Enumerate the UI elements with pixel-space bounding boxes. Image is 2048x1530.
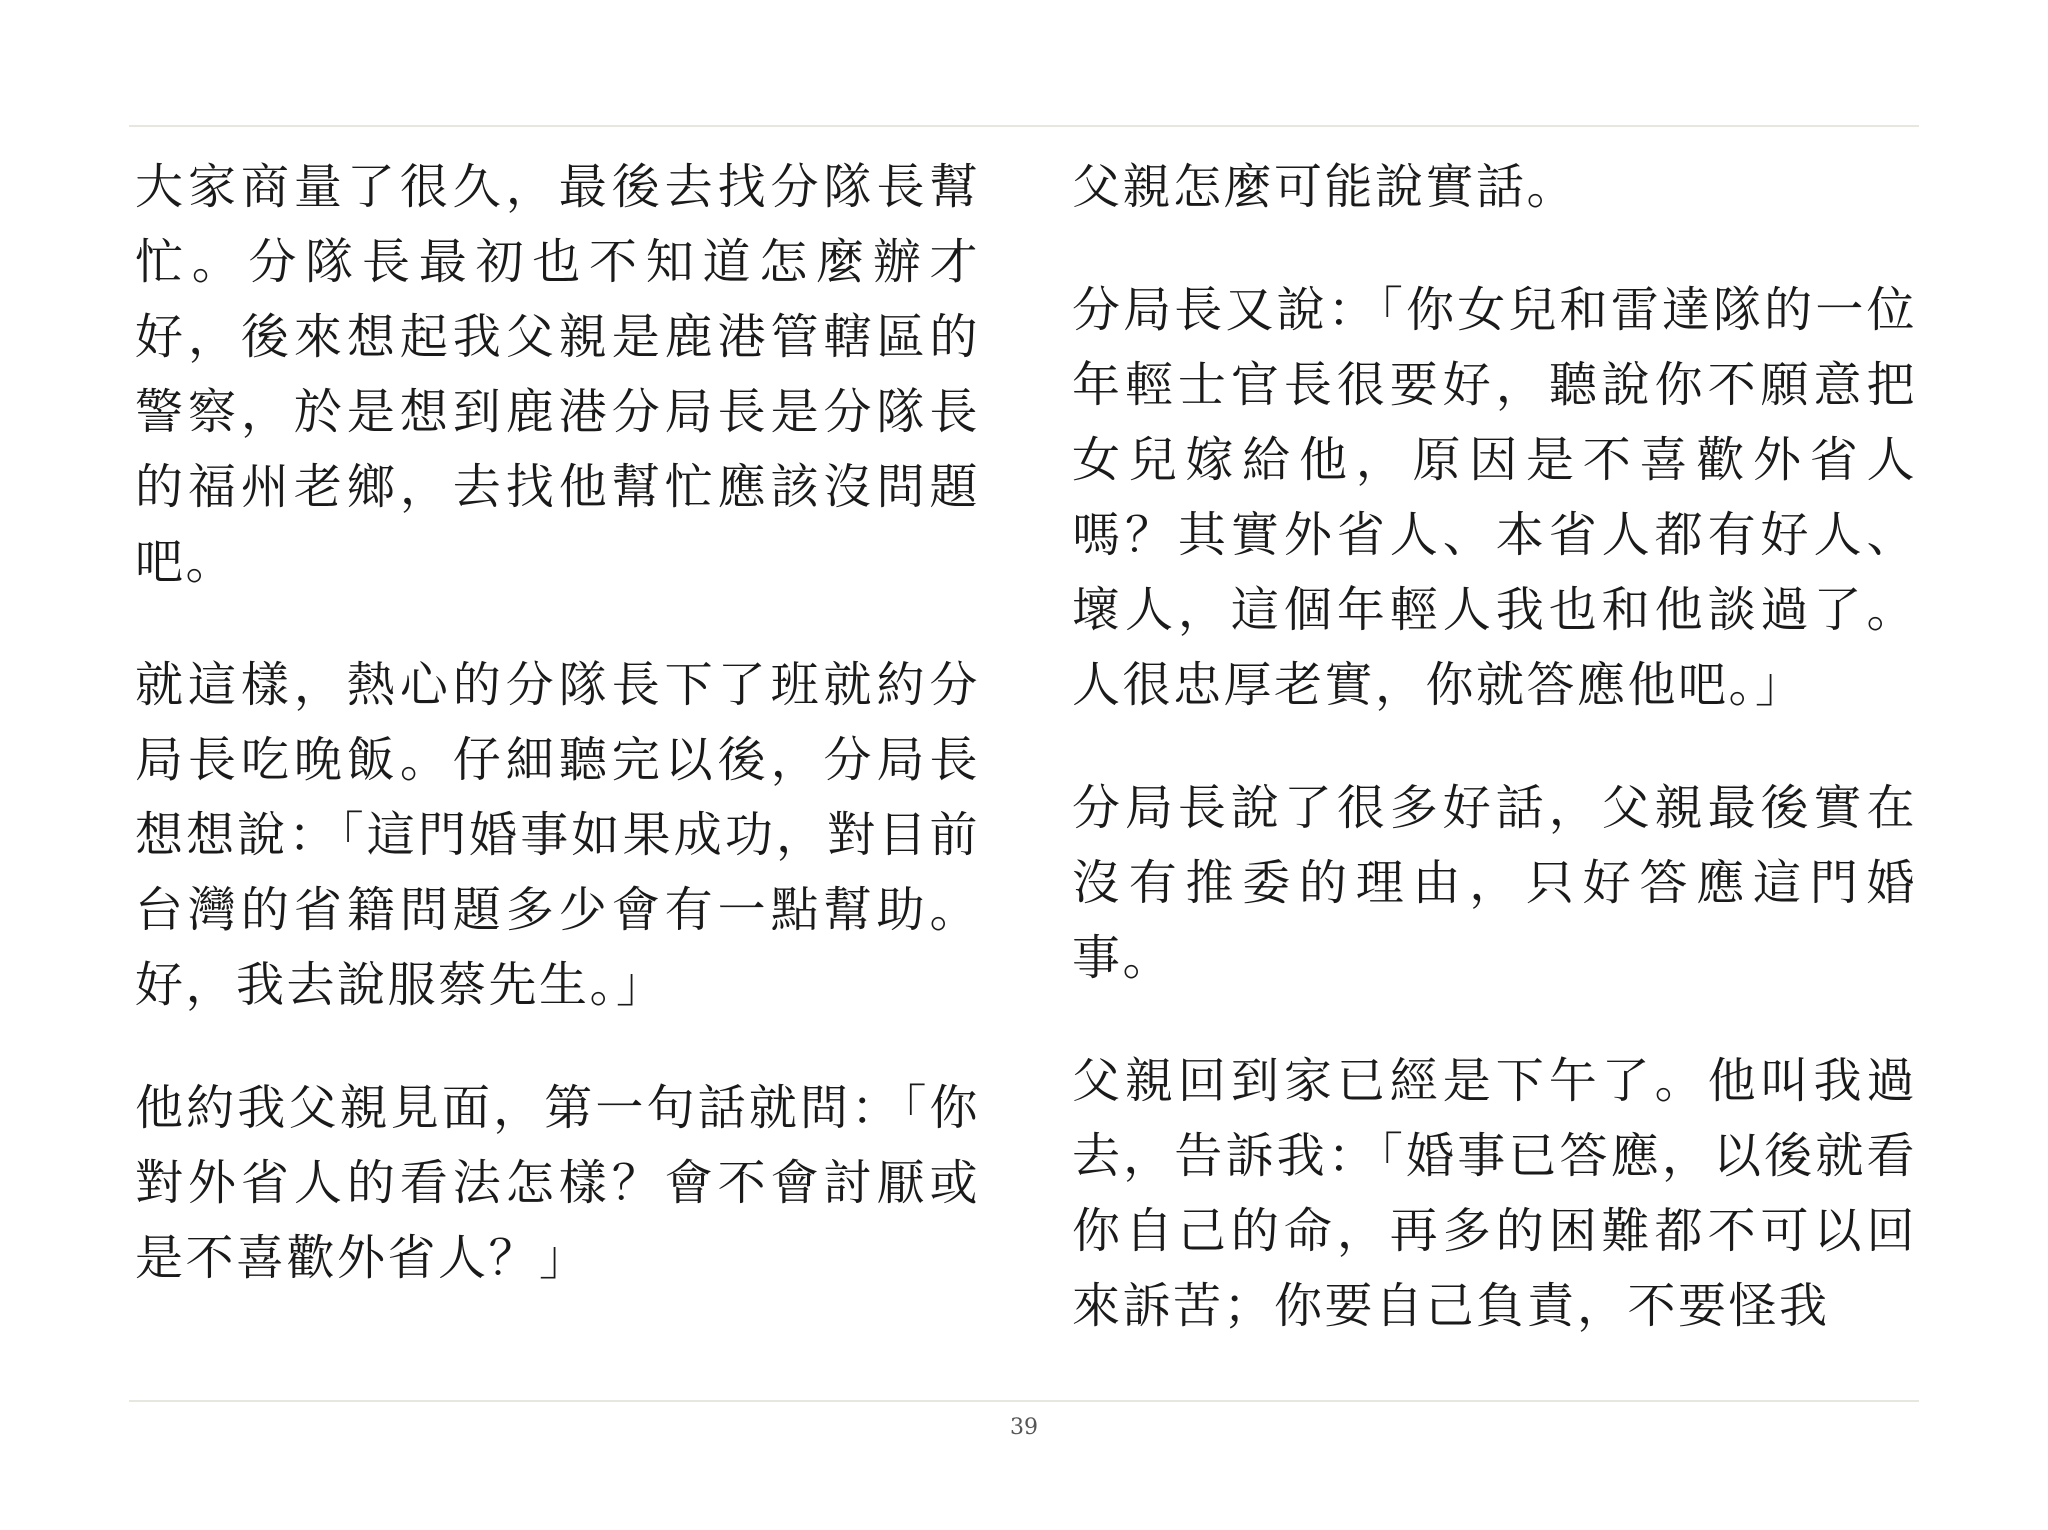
right-column [1072, 150, 1917, 1392]
left-column [135, 150, 980, 1344]
left-paragraph-1: 大家商量了很久，最後去找分隊長幫忙。分隊長最初也不知道怎麼辦才好，後來想起我父親是鹿港管轄區的警察，於是想到鹿港分局長是分隊長的福州老鄉，去找他幫忙應該沒問題吧。 [135, 159, 980, 590]
bottom-divider [129, 1400, 1919, 1402]
page-number: 39 [1010, 1415, 1038, 1440]
right-paragraph-3: 分局長說了很多好話，父親最後實在沒有推委的理由，只好答應這門婚事。 [1072, 780, 1917, 986]
left-paragraph-3: 他約我父親見面，第一句話就問：「你對外省人的看法怎樣？會不會討厭或是不喜歡外省人？」 [135, 1080, 980, 1286]
right-paragraph-4: 父親回到家已經是下午了。他叫我過去，告訴我：「婚事已答應，以後就看你自己的命，再多的困難都不可以回來訴苦；你要自己負責，不要怪我 [1072, 1053, 1917, 1334]
top-divider [129, 125, 1919, 127]
left-paragraph-2: 就這樣，熱心的分隊長下了班就約分局長吃晚飯。仔細聽完以後，分局長想想說：「這門婚事如果成功，對目前台灣的省籍問題多少會有一點幫助。好，我去說服蔡先生。」 [135, 657, 980, 1013]
right-paragraph-2: 分局長又說：「你女兒和雷達隊的一位年輕士官長很要好，聽說你不願意把女兒嫁給他，原因是不喜歡外省人嗎？其實外省人、本省人都有好人、壞人，這個年輕人我也和他談過了。人很忠厚老實，你就答應他吧。」 [1072, 282, 1917, 713]
right-paragraph-1: 父親怎麼可能說實話。 [1072, 159, 1578, 215]
